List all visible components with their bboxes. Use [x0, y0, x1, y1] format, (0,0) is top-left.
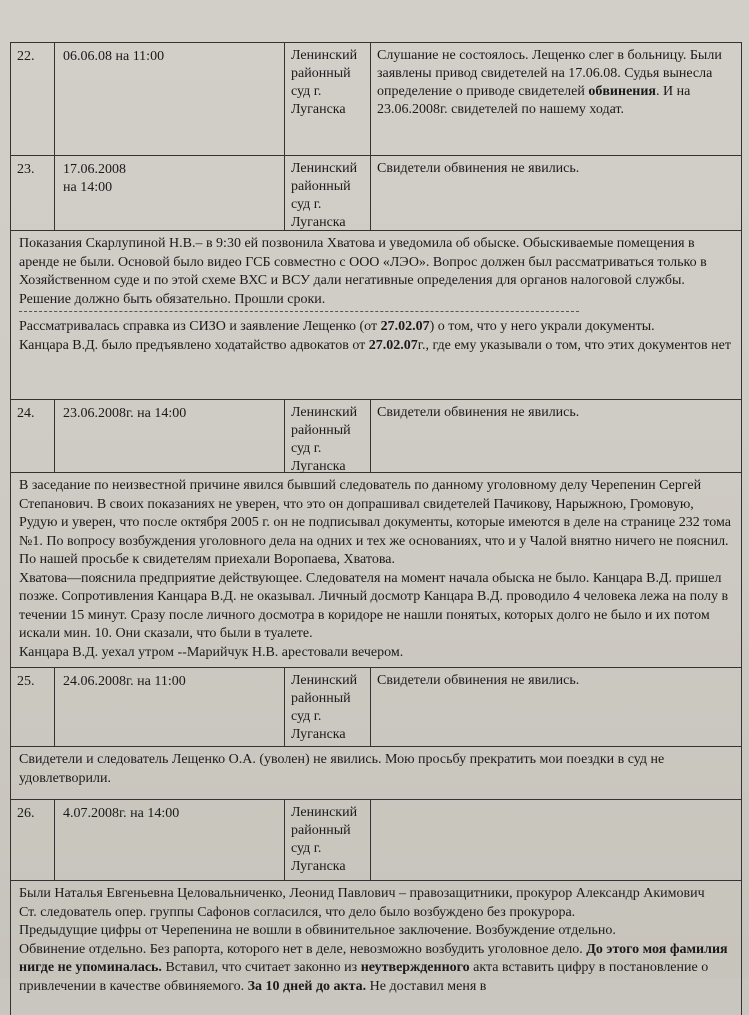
table-row-26 [10, 799, 742, 880]
table-row-22 [10, 42, 742, 155]
hearing-date: 23.06.2008г. на 14:00 [55, 400, 285, 472]
note-paragraph: Были Наталья Евгеньевна Целовальниченко, Леонид Павлович – правозащитники, прокурор Александр Акимович [19, 886, 705, 901]
table-row-24 [10, 399, 742, 472]
row-number: 26. [11, 800, 55, 880]
court-name: Ленинский районный суд г. Луганска [285, 668, 371, 746]
note-paragraph: Свидетели и следователь Лещенко О.А. (уволен) не явились. Мою просьбу прекратить мои поездки в суд не удовлетворили. [19, 752, 665, 786]
note-paragraph: Показания Скарлупиной Н.В.– в 9:30 ей позвонила Хватова и уведомила об обыске. Обыскиваемые помещения в аренде не были. Основой было видео ГСБ совместно с ООО «ЛЭО». Вопрос должен был рассматриваться только в Хозяйственном суде и по этой схеме ВХС и ВСУ дали негативные определения для органов налоговой службы. Решение должно быть обязательно. Прошли сроки. [19, 236, 707, 307]
row-number: 22. [11, 43, 55, 155]
row-number: 25. [11, 668, 55, 746]
note-paragraph: Хватова—пояснила предприятие действующее. Следователя на момент начала обыска не было. Канцара В.Д. пришел позже. Сопротивления Канцара В.Д. не оказывал. Личный досмотр Канцара В.Д. проводило 4 человека лежа на полу в течении 15 минут. Сразу после личного досмотра в коридоре не нашли понятых, которых долго не было и их потом искали мин. 10. Они сказали, что были в туалете. [19, 570, 729, 641]
note-paragraph: Канцара В.Д. было предъявлено ходатайство адвокатов от 27.02.07г., где ему указывали о том, что этих документов нет [19, 337, 731, 353]
note-paragraph: Канцара В.Д. уехал утром --Марийчук Н.В. арестовали вечером. [19, 644, 404, 660]
hearing-date: 17.06.2008 на 14:00 [55, 156, 285, 230]
table-row-25 [10, 667, 742, 746]
court-name: Ленинский районный суд г. Луганска [285, 400, 371, 472]
court-name: Ленинский районный суд г. Луганска [285, 800, 371, 880]
hearing-result: Свидетели обвинения не явились. [377, 405, 580, 420]
row-number: 24. [11, 400, 55, 472]
hearings-table [10, 42, 742, 1015]
hearing-result: Слушание не состоялось. Лещенко слег в больницу. Были заявлены привод свидетелей на 17.06.08. Судья вынесла определение о приводе свидетелей обвинения. И на 23.06.2008г. свидетелей по нашему ходат. [377, 48, 722, 117]
hearing-notes-4 [10, 880, 742, 1015]
note-paragraph: Обвинение отдельно. Без рапорта, которого нет в деле, невозможно возбудить уголовное дело. До этого моя фамилия нигде не упоминалась. Вставил, что считает законно из неутвержденного акта вставить цифру в постановление о привлечении в качестве обвиняемого. За 10 дней до акта. Не доставил меня в [19, 941, 728, 994]
note-paragraph: Ст. следователь опер. группы Сафонов согласился, что дело было возбуждено без прокурора. [19, 904, 576, 920]
hearing-date: 24.06.2008г. на 11:00 [55, 668, 285, 746]
note-paragraph: Предыдущие цифры от Черепенина не вошли в обвинительное заключение. Возбуждение отдельно. [19, 923, 616, 938]
court-name: Ленинский районный суд г. Луганска [285, 156, 371, 230]
hearing-date: 06.06.08 на 11:00 [55, 43, 285, 155]
hearing-date: 4.07.2008г. на 14:00 [55, 800, 285, 880]
table-row-23 [10, 155, 742, 230]
hearing-notes-1 [10, 230, 742, 399]
hearing-notes-3 [10, 746, 742, 799]
note-paragraph: В заседание по неизвестной причине явился бывший следователь по данному уголовному делу Черепенин Сергей Степанович. В своих показаниях не уверен, что это он допрашивал свидетелей Пачикову, Нарыжною, Громовую, Рудую и уверен, что после октября 2005 г. он не подписывал документы, которые имеются в деле на странице 232 тома №1. По вопросу возбуждения уголовного дела на одних и тех же основаниях, что и у Чалой внятно ничего не пояснил. По нашей просьбе к свидетелям приехали Воропаева, Хватова. [19, 478, 731, 567]
hearing-result: Свидетели обвинения не явились. [377, 673, 580, 688]
row-number: 23. [11, 156, 55, 230]
divider [19, 311, 579, 312]
court-name: Ленинский районный суд г. Луганска [285, 43, 371, 155]
hearing-result [371, 800, 741, 880]
note-paragraph: Рассматривалась справка из СИЗО и заявление Лещенко (от 27.02.07) о том, что у него украли документы. [19, 319, 655, 334]
hearing-result: Свидетели обвинения не явились. [377, 161, 580, 176]
bold-word: обвинения [588, 84, 656, 99]
hearing-notes-2 [10, 472, 742, 667]
